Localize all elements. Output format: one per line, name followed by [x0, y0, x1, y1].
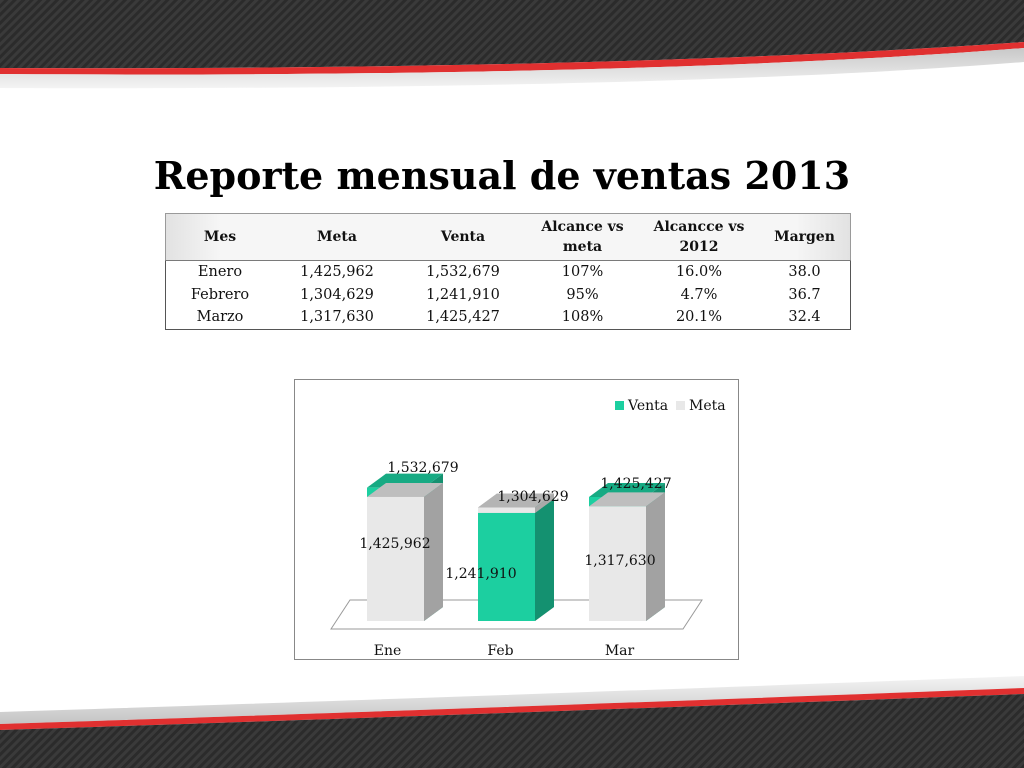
table-row	[166, 306, 851, 329]
header-alcance-meta: Alcance vs meta	[526, 214, 639, 261]
data-label-meta: 1,317,630	[584, 553, 656, 569]
cell-meta: 1,317,630	[274, 306, 400, 329]
cell-venta: 1,532,679	[426, 264, 500, 281]
header-meta: Meta	[274, 214, 400, 261]
data-label-meta: 1,304,629	[497, 489, 569, 505]
legend-swatch-venta	[615, 401, 624, 410]
top-decorative-band	[0, 0, 1024, 95]
cell-meta: 1,425,962	[300, 264, 374, 281]
cell-alcance-meta: 95%	[566, 286, 599, 303]
header-mes: Mes	[166, 214, 275, 261]
table-row	[166, 284, 851, 307]
x-tick-label: Ene	[373, 643, 402, 659]
table-header-row	[166, 214, 851, 261]
cell-mes: Febrero	[166, 284, 275, 307]
table-row	[166, 261, 851, 284]
header-venta: Venta	[400, 214, 526, 261]
cell-margen: 38.0	[759, 261, 851, 284]
cell-alcance-2012: 20.1%	[639, 306, 759, 329]
cell-alcance-2012: 4.7%	[680, 286, 718, 303]
legend-label-meta: Meta	[689, 398, 726, 414]
legend-label-venta: Venta	[628, 398, 669, 414]
cell-alcance-2012: 16.0%	[675, 264, 723, 281]
x-tick-label: Mar	[604, 643, 635, 659]
header-margen: Margen	[759, 214, 851, 261]
data-label-venta: 1,532,679	[387, 460, 459, 476]
sales-chart	[294, 379, 739, 660]
data-label-venta: 1,241,910	[445, 566, 517, 582]
cell-alcance-meta: 107%	[561, 264, 604, 281]
bottom-decorative-band	[0, 672, 1024, 768]
cell-margen: 32.4	[759, 306, 851, 329]
data-label-venta: 1,425,427	[600, 476, 672, 492]
cell-mes: Marzo	[166, 306, 275, 329]
cell-venta: 1,241,910	[426, 286, 500, 303]
sales-table	[165, 213, 851, 330]
bar-venta-side	[535, 499, 554, 621]
sales-table-container	[165, 213, 851, 330]
cell-mes: Enero	[166, 261, 275, 284]
chart-svg	[295, 380, 738, 659]
cell-meta: 1,304,629	[300, 286, 374, 303]
x-tick-label: Feb	[487, 643, 514, 659]
legend-swatch-meta	[676, 401, 685, 410]
cell-venta: 1,425,427	[400, 306, 526, 329]
bar-meta	[367, 497, 424, 621]
page-title: Reporte mensual de ventas 2013	[153, 153, 851, 199]
bar-meta-band	[478, 507, 535, 512]
data-label-meta: 1,425,962	[359, 536, 431, 552]
cell-margen: 36.7	[759, 284, 851, 307]
cell-alcance-meta: 108%	[526, 306, 639, 329]
header-alcance-2012: Alcancce vs 2012	[639, 214, 759, 261]
